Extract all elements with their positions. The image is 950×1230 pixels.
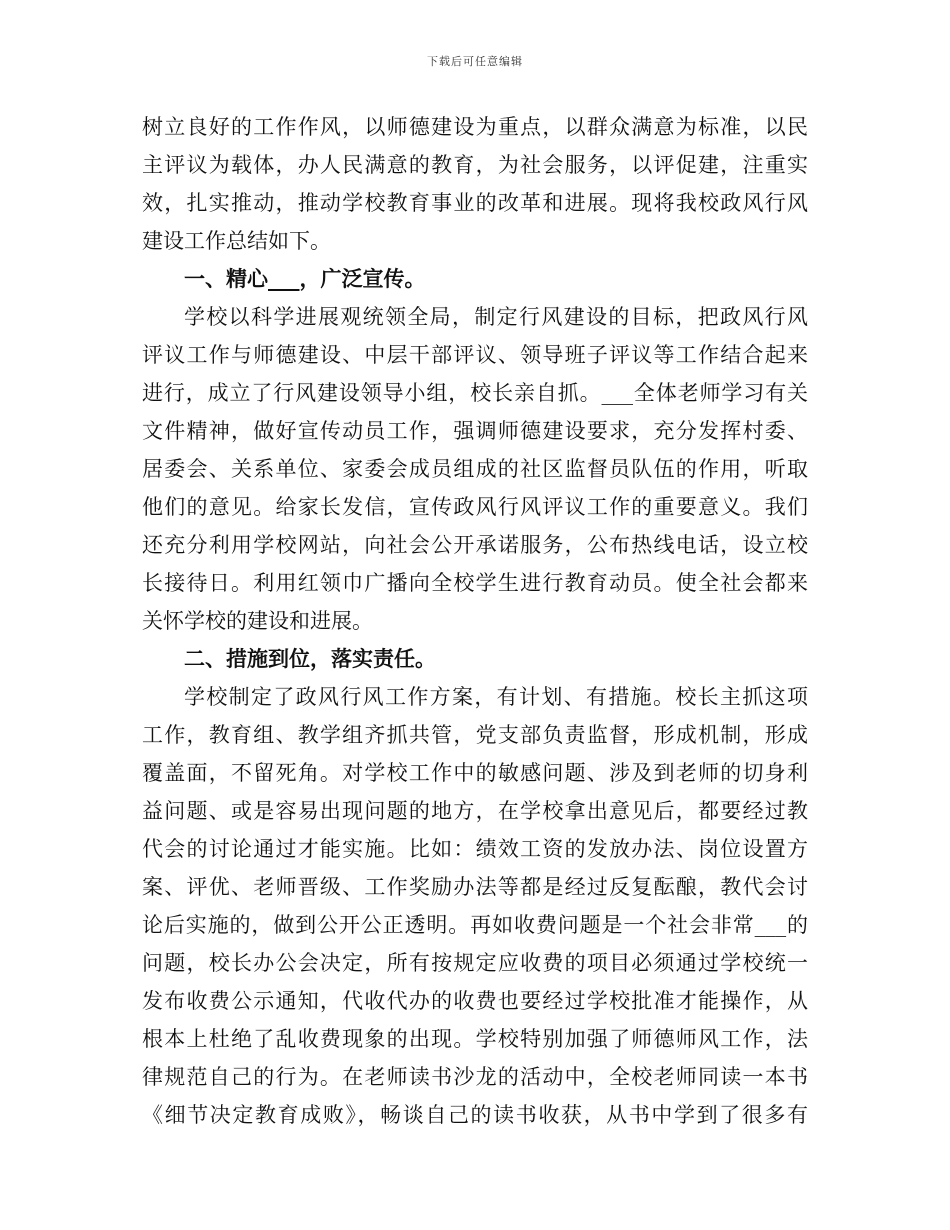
text-line: 《细节决定教育成败》，畅谈自己的读书收获，从书中学到了很多有	[142, 1103, 808, 1127]
text-line: 益问题、或是容易出现问题的地方，在学校拿出意见后，都要经过教	[142, 799, 808, 823]
section-heading-1: 一、精心___，广泛宣传。	[184, 266, 426, 291]
section-heading-2: 二、措施到位，落实责任。	[184, 646, 436, 671]
text-line: 他们的意见。给家长发信，宣传政风行风评议工作的重要意义。我们	[142, 495, 808, 519]
page-header: 下载后可任意编辑	[427, 55, 523, 68]
text-line: 覆盖面，不留死角。对学校工作中的敏感问题、涉及到老师的切身利	[142, 761, 808, 785]
text-line: 律规范自己的行为。在老师读书沙龙的活动中，全校老师同读一本书	[142, 1065, 808, 1089]
text-line: 评议工作与师德建设、中层干部评议、领导班子评议等工作结合起来	[142, 343, 808, 367]
text-line: 学校制定了政风行风工作方案，有计划、有措施。校长主抓这项	[184, 685, 808, 709]
text-line: 效，扎实推动，推动学校教育事业的改革和进展。现将我校政风行风	[142, 191, 808, 215]
text-line: 工作，教育组、教学组齐抓共管，党支部负责监督，形成机制，形成	[142, 723, 808, 747]
paragraph-intro	[142, 108, 808, 260]
document-body	[142, 108, 808, 1134]
text-line: 居委会、关系单位、家委会成员组成的社区监督员队伍的作用，听取	[142, 457, 808, 481]
text-line: 还充分利用学校网站，向社会公开承诺服务，公布热线电话，设立校	[142, 533, 808, 557]
text-line: 论后实施的，做到公开公正透明。再如收费问题是一个社会非常___的	[142, 913, 808, 937]
text-line: 树立良好的工作作风，以师德建设为重点，以群众满意为标准，以民	[142, 115, 808, 139]
text-line: 发布收费公示通知，代收代办的收费也要经过学校批准才能操作，从	[142, 989, 808, 1013]
text-line: 问题，校长办公会决定，所有按规定应收费的项目必须通过学校统一	[142, 951, 808, 975]
text-line: 关怀学校的建设和进展。	[142, 609, 373, 633]
text-line: 代会的讨论通过才能实施。比如：绩效工资的发放办法、岗位设置方	[142, 837, 808, 861]
paragraph-section-1	[142, 298, 808, 640]
text-line: 进行，成立了行风建设领导小组，校长亲自抓。___全体老师学习有关	[142, 381, 808, 405]
text-line: 根本上杜绝了乱收费现象的出现。学校特别加强了师德师风工作，法	[142, 1027, 808, 1051]
paragraph-section-2	[142, 678, 808, 1134]
text-line: 建设工作总结如下。	[142, 229, 331, 253]
text-line: 长接待日。利用红领巾广播向全校学生进行教育动员。使全社会都来	[142, 571, 808, 595]
text-line: 文件精神，做好宣传动员工作，强调师德建设要求，充分发挥村委、	[142, 419, 808, 443]
text-line: 案、评优、老师晋级、工作奖励办法等都是经过反复酝酿，教代会讨	[142, 875, 808, 899]
text-line: 主评议为载体，办人民满意的教育，为社会服务，以评促建，注重实	[142, 153, 808, 177]
text-line: 学校以科学进展观统领全局，制定行风建设的目标，把政风行风	[184, 305, 808, 329]
